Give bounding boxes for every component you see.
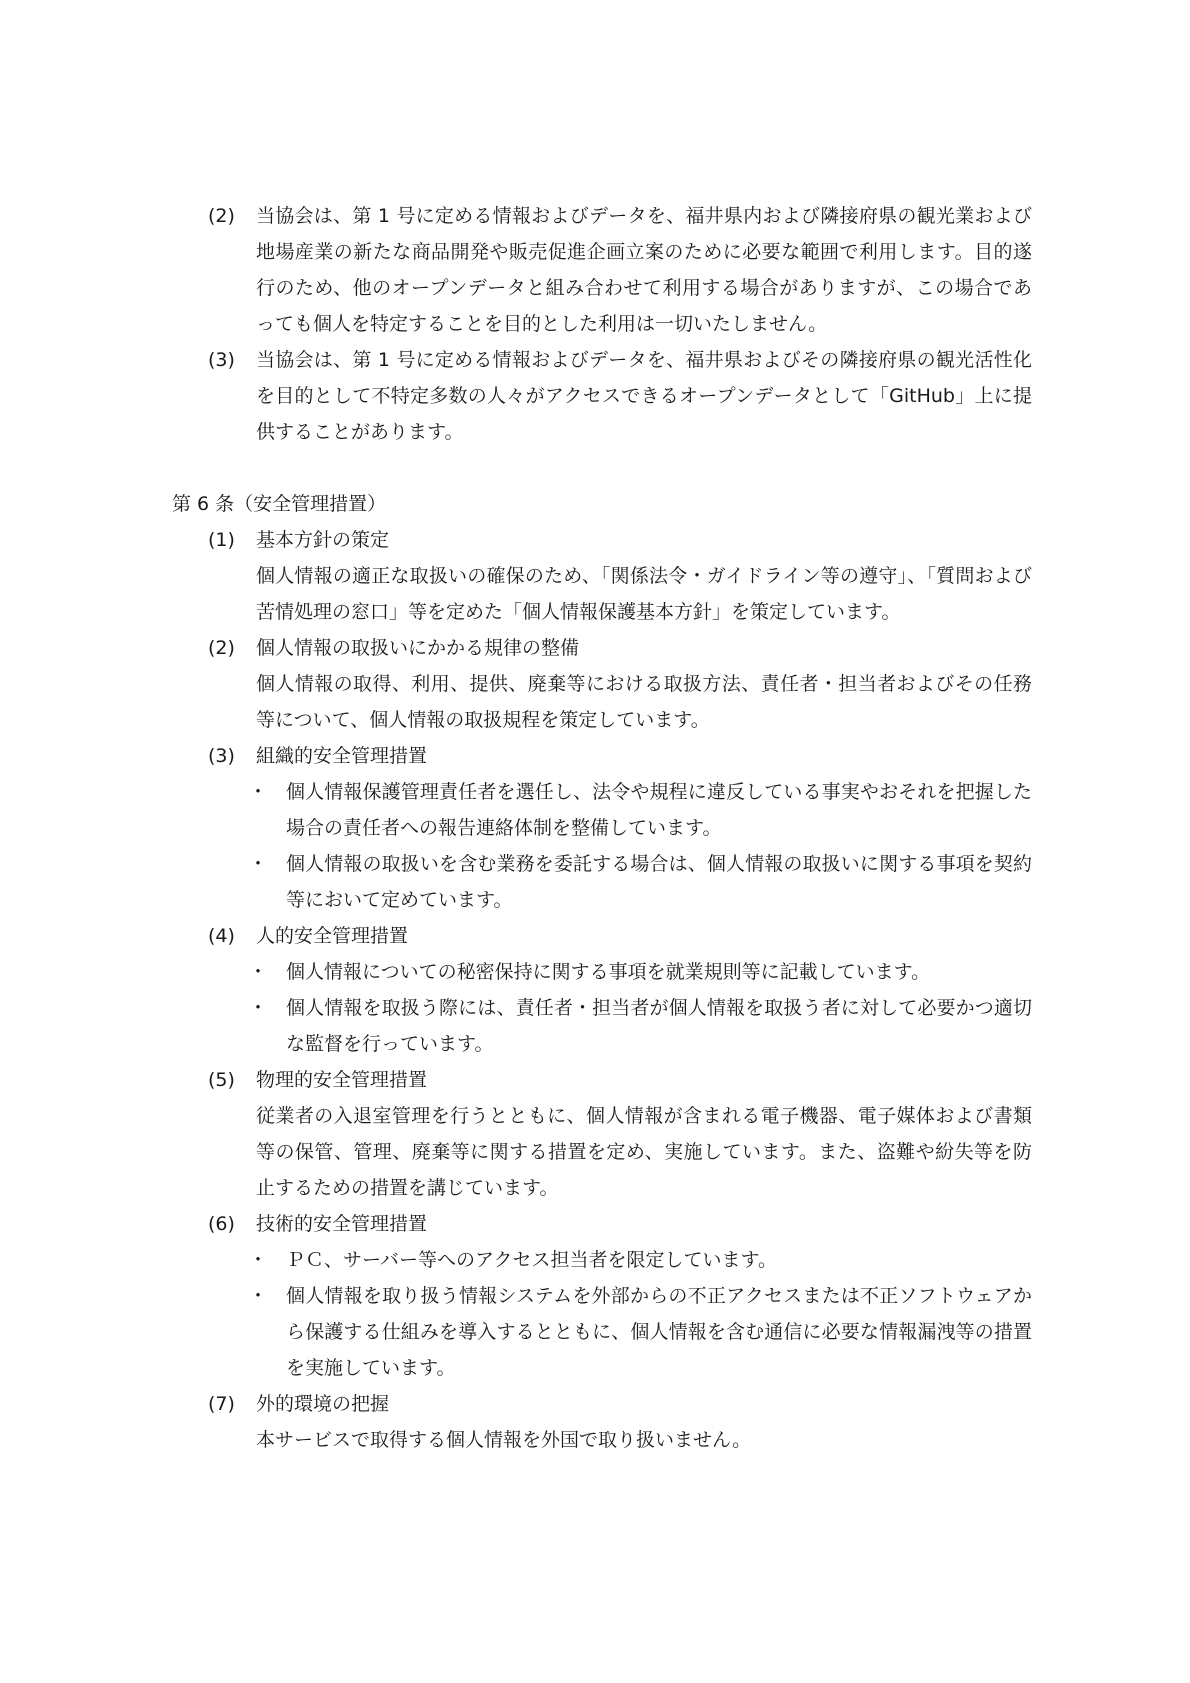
item-number: (3) — [208, 349, 235, 371]
bullet-text: 個人情報についての秘密保持に関する事項を就業規則等に記載しています。 — [286, 961, 931, 983]
item-paragraph: 従業者の入退室管理を行うとともに、個人情報が含まれる電子機器、電子媒体および書類等の保管、管理、廃棄等に関する措置を定め、実施しています。また、盗難や紛失等を防止するための措置を講じています。 — [256, 1105, 1032, 1199]
item-heading: 物理的安全管理措置 — [256, 1069, 428, 1091]
list-item — [172, 1386, 1032, 1422]
bullet-item — [248, 1242, 1032, 1278]
item-number: (4) — [208, 925, 235, 947]
item-paragraph: 個人情報の適正な取扱いの確保のため、「関係法令・ガイドライン等の遵守」、「質問および苦情処理の窓口」等を定めた「個人情報保護基本方針」を策定しています。 — [256, 565, 1032, 623]
list-item — [172, 342, 1032, 450]
item-heading: 外的環境の把握 — [256, 1393, 390, 1415]
bullet-icon: ・ — [248, 961, 268, 983]
item-number: (2) — [208, 205, 235, 227]
article-title: 第 6 条（安全管理措置） — [172, 493, 387, 515]
bullet-icon: ・ — [248, 1285, 268, 1307]
list-item — [172, 198, 1032, 342]
item-number: (2) — [208, 637, 235, 659]
item-paragraph: 個人情報の取得、利用、提供、廃棄等における取扱方法、責任者・担当者およびその任務等について、個人情報の取扱規程を策定しています。 — [256, 673, 1032, 731]
bullet-item — [248, 774, 1032, 846]
item-heading: 組織的安全管理措置 — [256, 745, 428, 767]
item-number: (7) — [208, 1393, 235, 1415]
bullet-text: ＰＣ、サーバー等へのアクセス担当者を限定しています。 — [286, 1249, 777, 1271]
list-item — [172, 1206, 1032, 1242]
item-number: (3) — [208, 745, 235, 767]
bullet-item — [248, 954, 1032, 990]
item-number: (5) — [208, 1069, 235, 1091]
list-item — [172, 1062, 1032, 1098]
bullet-icon: ・ — [248, 853, 268, 875]
bullet-text: 個人情報の取扱いを含む業務を委託する場合は、個人情報の取扱いに関する事項を契約等において定めています。 — [286, 853, 1032, 911]
list-item — [172, 918, 1032, 954]
item-number: (1) — [208, 529, 235, 551]
item-heading: 技術的安全管理措置 — [256, 1213, 428, 1235]
list-item — [172, 522, 1032, 558]
item-heading: 人的安全管理措置 — [256, 925, 409, 947]
bullet-text: 個人情報を取り扱う情報システムを外部からの不正アクセスまたは不正ソフトウェアから保護する仕組みを導入するとともに、個人情報を含む通信に必要な情報漏洩等の措置を実施しています。 — [286, 1285, 1032, 1379]
bullet-item — [248, 1278, 1032, 1386]
item-heading: 個人情報の取扱いにかかる規律の整備 — [256, 637, 580, 659]
item-heading: 基本方針の策定 — [256, 529, 390, 551]
bullet-text: 個人情報を取扱う際には、責任者・担当者が個人情報を取扱う者に対して必要かつ適切な監督を行っています。 — [286, 997, 1032, 1055]
list-item — [172, 630, 1032, 666]
bullet-icon: ・ — [248, 997, 268, 1019]
item-text: 当協会は、第 1 号に定める情報およびデータを、福井県およびその隣接府県の観光活性化を目的として不特定多数の人々がアクセスできるオープンデータとして「GitHub」上に提供することがあります。 — [256, 349, 1032, 443]
document-content — [172, 198, 1032, 1458]
bullet-icon: ・ — [248, 1249, 268, 1271]
bullet-item — [248, 846, 1032, 918]
bullet-text: 個人情報保護管理責任者を選任し、法令や規程に違反している事実やおそれを把握した場合の責任者への報告連絡体制を整備しています。 — [286, 781, 1032, 839]
list-item — [172, 738, 1032, 774]
bullet-item — [248, 990, 1032, 1062]
item-text: 当協会は、第 1 号に定める情報およびデータを、福井県内および隣接府県の観光業および地場産業の新たな商品開発や販売促進企画立案のために必要な範囲で利用します。目的遂行のため、他のオープンデータと組み合わせて利用する場合がありますが、この場合であっても個人を特定することを目的とした利用は一切いたしません。 — [256, 205, 1032, 335]
bullet-icon: ・ — [248, 781, 268, 803]
item-paragraph: 本サービスで取得する個人情報を外国で取り扱いません。 — [256, 1429, 752, 1451]
item-number: (6) — [208, 1213, 235, 1235]
